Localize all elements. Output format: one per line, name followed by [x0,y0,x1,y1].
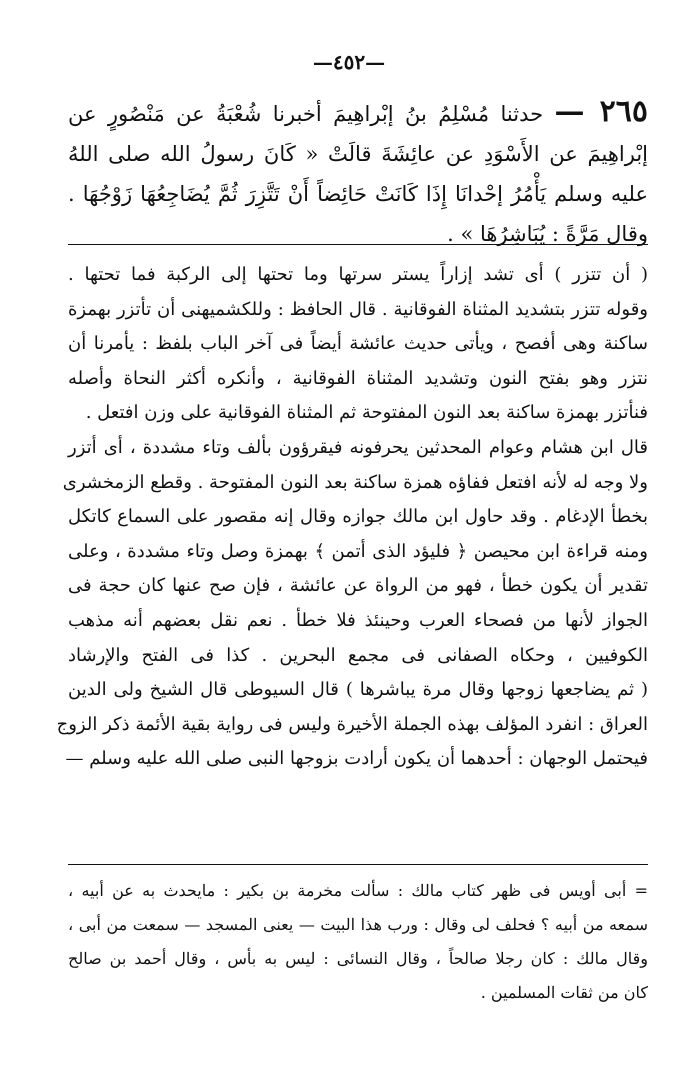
top-divider [68,244,648,245]
commentary-line: الجواز لأنها من فصحاء العرب وحينئذ فلا خطأ . نعم نقل بعضهم أنه مذهب [68,609,648,631]
commentary-block [56,258,648,777]
hadith-block [68,92,648,254]
commentary-line: ( ثم يضاجعها زوجها وقال مرة يباشرها ) قال السيوطى قال الشيخ ولى الدين [68,679,648,701]
commentary-line: ساكنة وهى أفصح ، ويأتى حديث عائشة أيضاً فى آخر الباب بلفظ : يأمرنا أن [68,333,648,355]
page-number: —٤٥٢— [312,50,386,74]
commentary-line: بخطأ الإدغام . وقد حاول ابن مالك جوازه وقال إنه مقصور على السماع كاتكل [68,506,648,528]
footnote-block [68,874,648,1010]
commentary-line: ومنه قراءة ابن محيصن ﴿ فليؤد الذى أتمن ﴾ بهمزة وصل وتاء مشددة ، وعلى [68,540,648,562]
hadith-number: ٢٦٥ — [554,94,648,129]
hadith-text: حدثنا مُسْلِمُ بنُ إبْراهِيمَ أخبرنا شُعْبَةُ عن مَنْصُورٍ عن إبْراهِيمَ عن الأَسْوَدِ عن عائِشَةَ قالَتْ « كَانَ رسولُ الله صلى اللهُ عليه وسلم يَأْمُرُ إحْدانَا إِذَا كَانَتْ حَائِضاً أَنْ تَتَّزِرَ ثُمَّ يُضَاجِعُهَا زَوْجُهَا . وقال مَرَّةً : يُبَاشِرُهَا » . [68,102,648,246]
footnote-line: كان من ثقات المسلمين . [480,983,648,1002]
commentary-line: العراق : انفرد المؤلف بهذه الجملة الأخيرة وليس فى رواية بقية الأئمة ذكر الزوج [56,713,648,735]
commentary-line: فنأتزر بهمزة ساكنة بعد النون المفتوحة ثم المثناة الفوقانية على وزن افتعل . [85,402,648,424]
commentary-line: فيحتمل الوجهان : أحدهما أن يكون أرادت بزوجها النبى صلى الله عليه وسلم — [65,748,648,770]
commentary-line: الكوفيين ، وحكاه الصفانى فى مجمع البحرين . كذا فى الفتح والإرشاد [68,644,648,666]
commentary-line: ولا وجه له لأنه افتعل ففاؤه همزة ساكنة بعد النون المفتوحة . وقطع الزمخشرى [62,471,648,493]
commentary-line: وقوله تتزر بتشديد المثناة الفوقانية . قال الحافظ : وللكشميهنى أن تأتزر بهمزة [68,298,648,320]
footnote-line: = أبى أويس فى ظهر كتاب مالك : سألت مخرمة بن بكير : مايحدث به عن أبيه ، [68,881,648,900]
footnote-line: وقال مالك : كان رجلا صالحاً ، وقال النسائى : ليس به بأس ، وقال أحمد بن صالح [68,949,648,968]
commentary-line: ( أن تتزر ) أى تشد إزاراً يستر سرتها وما تحتها إلى الركبة فما تحتها . [68,264,648,285]
footnote-divider [68,864,648,865]
commentary-line: قال ابن هشام وعوام المحدثين يحرفونه فيقرؤون بألف وتاء مشددة ، أى أتزر [68,436,648,458]
commentary-line: تقدير أن يكون خطأ ، فهو من الرواة عن عائشة ، فإن صح عنها كان حجة فى [68,575,648,597]
commentary-line: نتزر وهو بفتح النون وتشديد المثناة الفوقانية ، وأنكره أكثر النحاة وأصله [68,367,648,389]
footnote-line: سمعه من أبيه ؟ فحلف لى وقال : ورب هذا البيت — يعنى المسجد — سمعت من أبى ، [68,915,648,934]
